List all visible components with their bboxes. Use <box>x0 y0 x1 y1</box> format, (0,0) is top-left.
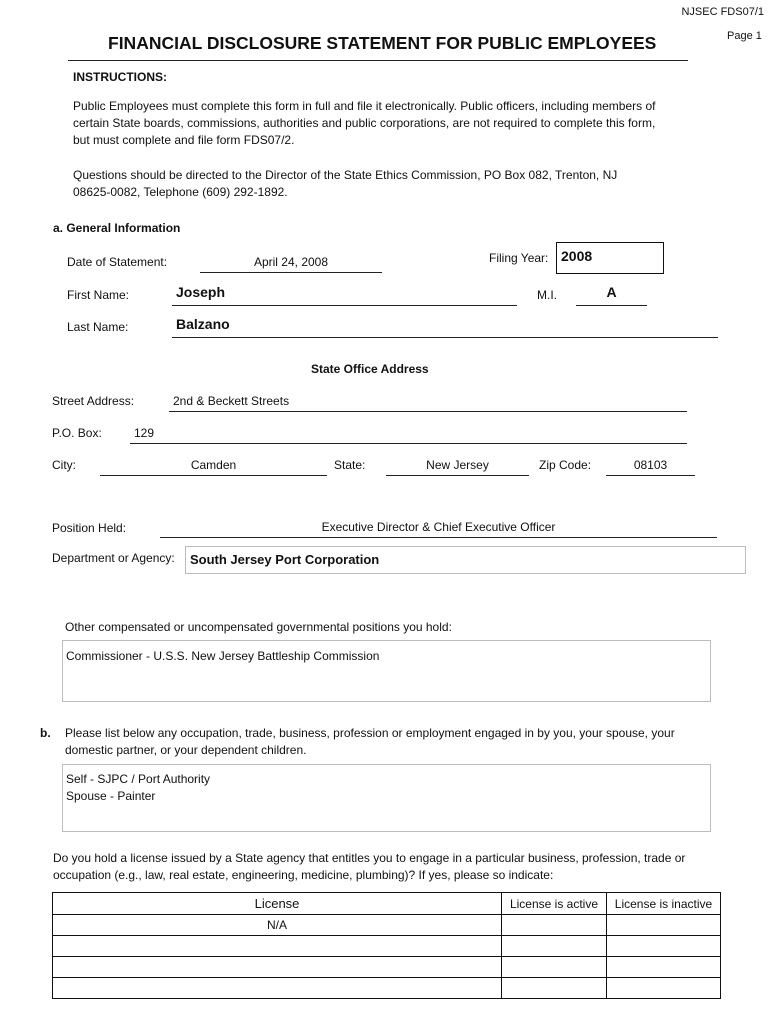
license-cell[interactable] <box>53 957 502 978</box>
first-name-value: Joseph <box>176 284 226 300</box>
occupation-line: Spouse - Painter <box>66 789 156 803</box>
inactive-cell[interactable] <box>607 978 721 999</box>
license-question-line: occupation (e.g., law, real estate, engineering, medicine, plumbing)? If yes, please so indicate: <box>53 868 554 882</box>
inactive-cell[interactable] <box>607 936 721 957</box>
last-name-value: Balzano <box>176 316 230 332</box>
date-value: April 24, 2008 <box>253 255 329 269</box>
instructions-line: but must complete and file form FDS07/2. <box>73 133 295 147</box>
table-row <box>53 978 721 999</box>
active-cell[interactable] <box>502 936 607 957</box>
last-name-field[interactable] <box>172 315 718 338</box>
column-header-inactive: License is inactive <box>607 893 721 915</box>
pobox-value: 129 <box>134 426 155 440</box>
active-cell[interactable] <box>502 957 607 978</box>
city-value: Camden <box>190 458 237 472</box>
occupation-line: Self - SJPC / Port Authority <box>66 772 211 786</box>
position-label: Position Held: <box>52 521 127 535</box>
license-cell[interactable] <box>53 978 502 999</box>
title-underline <box>68 60 688 61</box>
filing-year-label: Filing Year: <box>489 251 549 265</box>
street-label: Street Address: <box>52 394 135 408</box>
zip-label: Zip Code: <box>539 458 592 472</box>
state-value: New Jersey <box>426 458 489 472</box>
last-name-label: Last Name: <box>67 320 129 334</box>
filing-year-value: 2008 <box>561 248 593 264</box>
license-cell[interactable] <box>53 936 502 957</box>
general-info-heading: a. General Information <box>53 221 181 235</box>
table-row <box>53 957 721 978</box>
first-name-label: First Name: <box>67 288 130 302</box>
inactive-cell[interactable] <box>607 957 721 978</box>
position-value: Executive Director & Chief Executive Officer <box>321 520 556 534</box>
date-label: Date of Statement: <box>67 255 168 269</box>
address-heading: State Office Address <box>311 362 429 376</box>
table-row <box>53 915 721 936</box>
city-field[interactable] <box>100 454 327 476</box>
department-field[interactable] <box>185 546 746 574</box>
active-cell[interactable] <box>502 978 607 999</box>
position-field[interactable] <box>160 516 717 538</box>
active-cell[interactable] <box>502 915 607 936</box>
zip-field[interactable] <box>606 454 695 476</box>
filing-year-field[interactable] <box>556 242 664 274</box>
mi-field[interactable] <box>576 283 647 306</box>
state-label: State: <box>334 458 366 472</box>
section-b-question-line: domestic partner, or your dependent children. <box>65 743 307 757</box>
mi-label: M.I. <box>537 288 557 302</box>
department-value: South Jersey Port Corporation <box>190 552 380 567</box>
instructions-line: Public Employees must complete this form in full and file it electronically. Public officers, including members of <box>73 99 656 113</box>
license-table <box>52 892 721 999</box>
instructions-line: certain State boards, commissions, authorities and public corporations, are not required to complete this form, <box>73 116 656 130</box>
instructions-line: 08625-0082, Telephone (609) 292-1892. <box>73 185 288 199</box>
section-b-marker: b. <box>40 726 51 740</box>
zip-value: 08103 <box>633 458 668 472</box>
page-title: FINANCIAL DISCLOSURE STATEMENT FOR PUBLIC EMPLOYEES <box>108 33 657 53</box>
other-positions-label: Other compensated or uncompensated governmental positions you hold: <box>65 620 452 634</box>
state-field[interactable] <box>386 454 529 476</box>
instructions-heading: INSTRUCTIONS: <box>73 70 167 84</box>
pobox-field[interactable] <box>130 422 687 444</box>
street-field[interactable] <box>169 390 687 412</box>
inactive-cell[interactable] <box>607 915 721 936</box>
first-name-field[interactable] <box>172 283 517 306</box>
other-positions-field[interactable] <box>62 640 711 702</box>
occupation-field[interactable] <box>62 764 711 832</box>
form-code: NJSEC FDS07/1 <box>681 6 764 18</box>
section-b-question-line: Please list below any occupation, trade, business, profession or employment engaged in by you, your spouse, your <box>65 726 675 740</box>
table-row <box>53 936 721 957</box>
other-positions-value: Commissioner - U.S.S. New Jersey Battleship Commission <box>66 649 380 663</box>
city-label: City: <box>52 458 76 472</box>
department-label: Department or Agency: <box>52 551 175 565</box>
page-number: Page 1 <box>727 30 762 42</box>
license-question-line: Do you hold a license issued by a State agency that entitles you to engage in a particular business, profession, trade or <box>53 851 686 865</box>
column-header-license: License <box>53 893 502 915</box>
license-header-row <box>53 893 721 915</box>
street-value: 2nd & Beckett Streets <box>173 394 290 408</box>
license-cell[interactable]: N/A <box>53 915 502 936</box>
mi-value: A <box>606 284 617 300</box>
pobox-label: P.O. Box: <box>52 426 102 440</box>
instructions-line: Questions should be directed to the Director of the State Ethics Commission, PO Box 082, Trenton, NJ <box>73 168 618 182</box>
column-header-active: License is active <box>502 893 607 915</box>
date-field[interactable] <box>200 250 382 273</box>
